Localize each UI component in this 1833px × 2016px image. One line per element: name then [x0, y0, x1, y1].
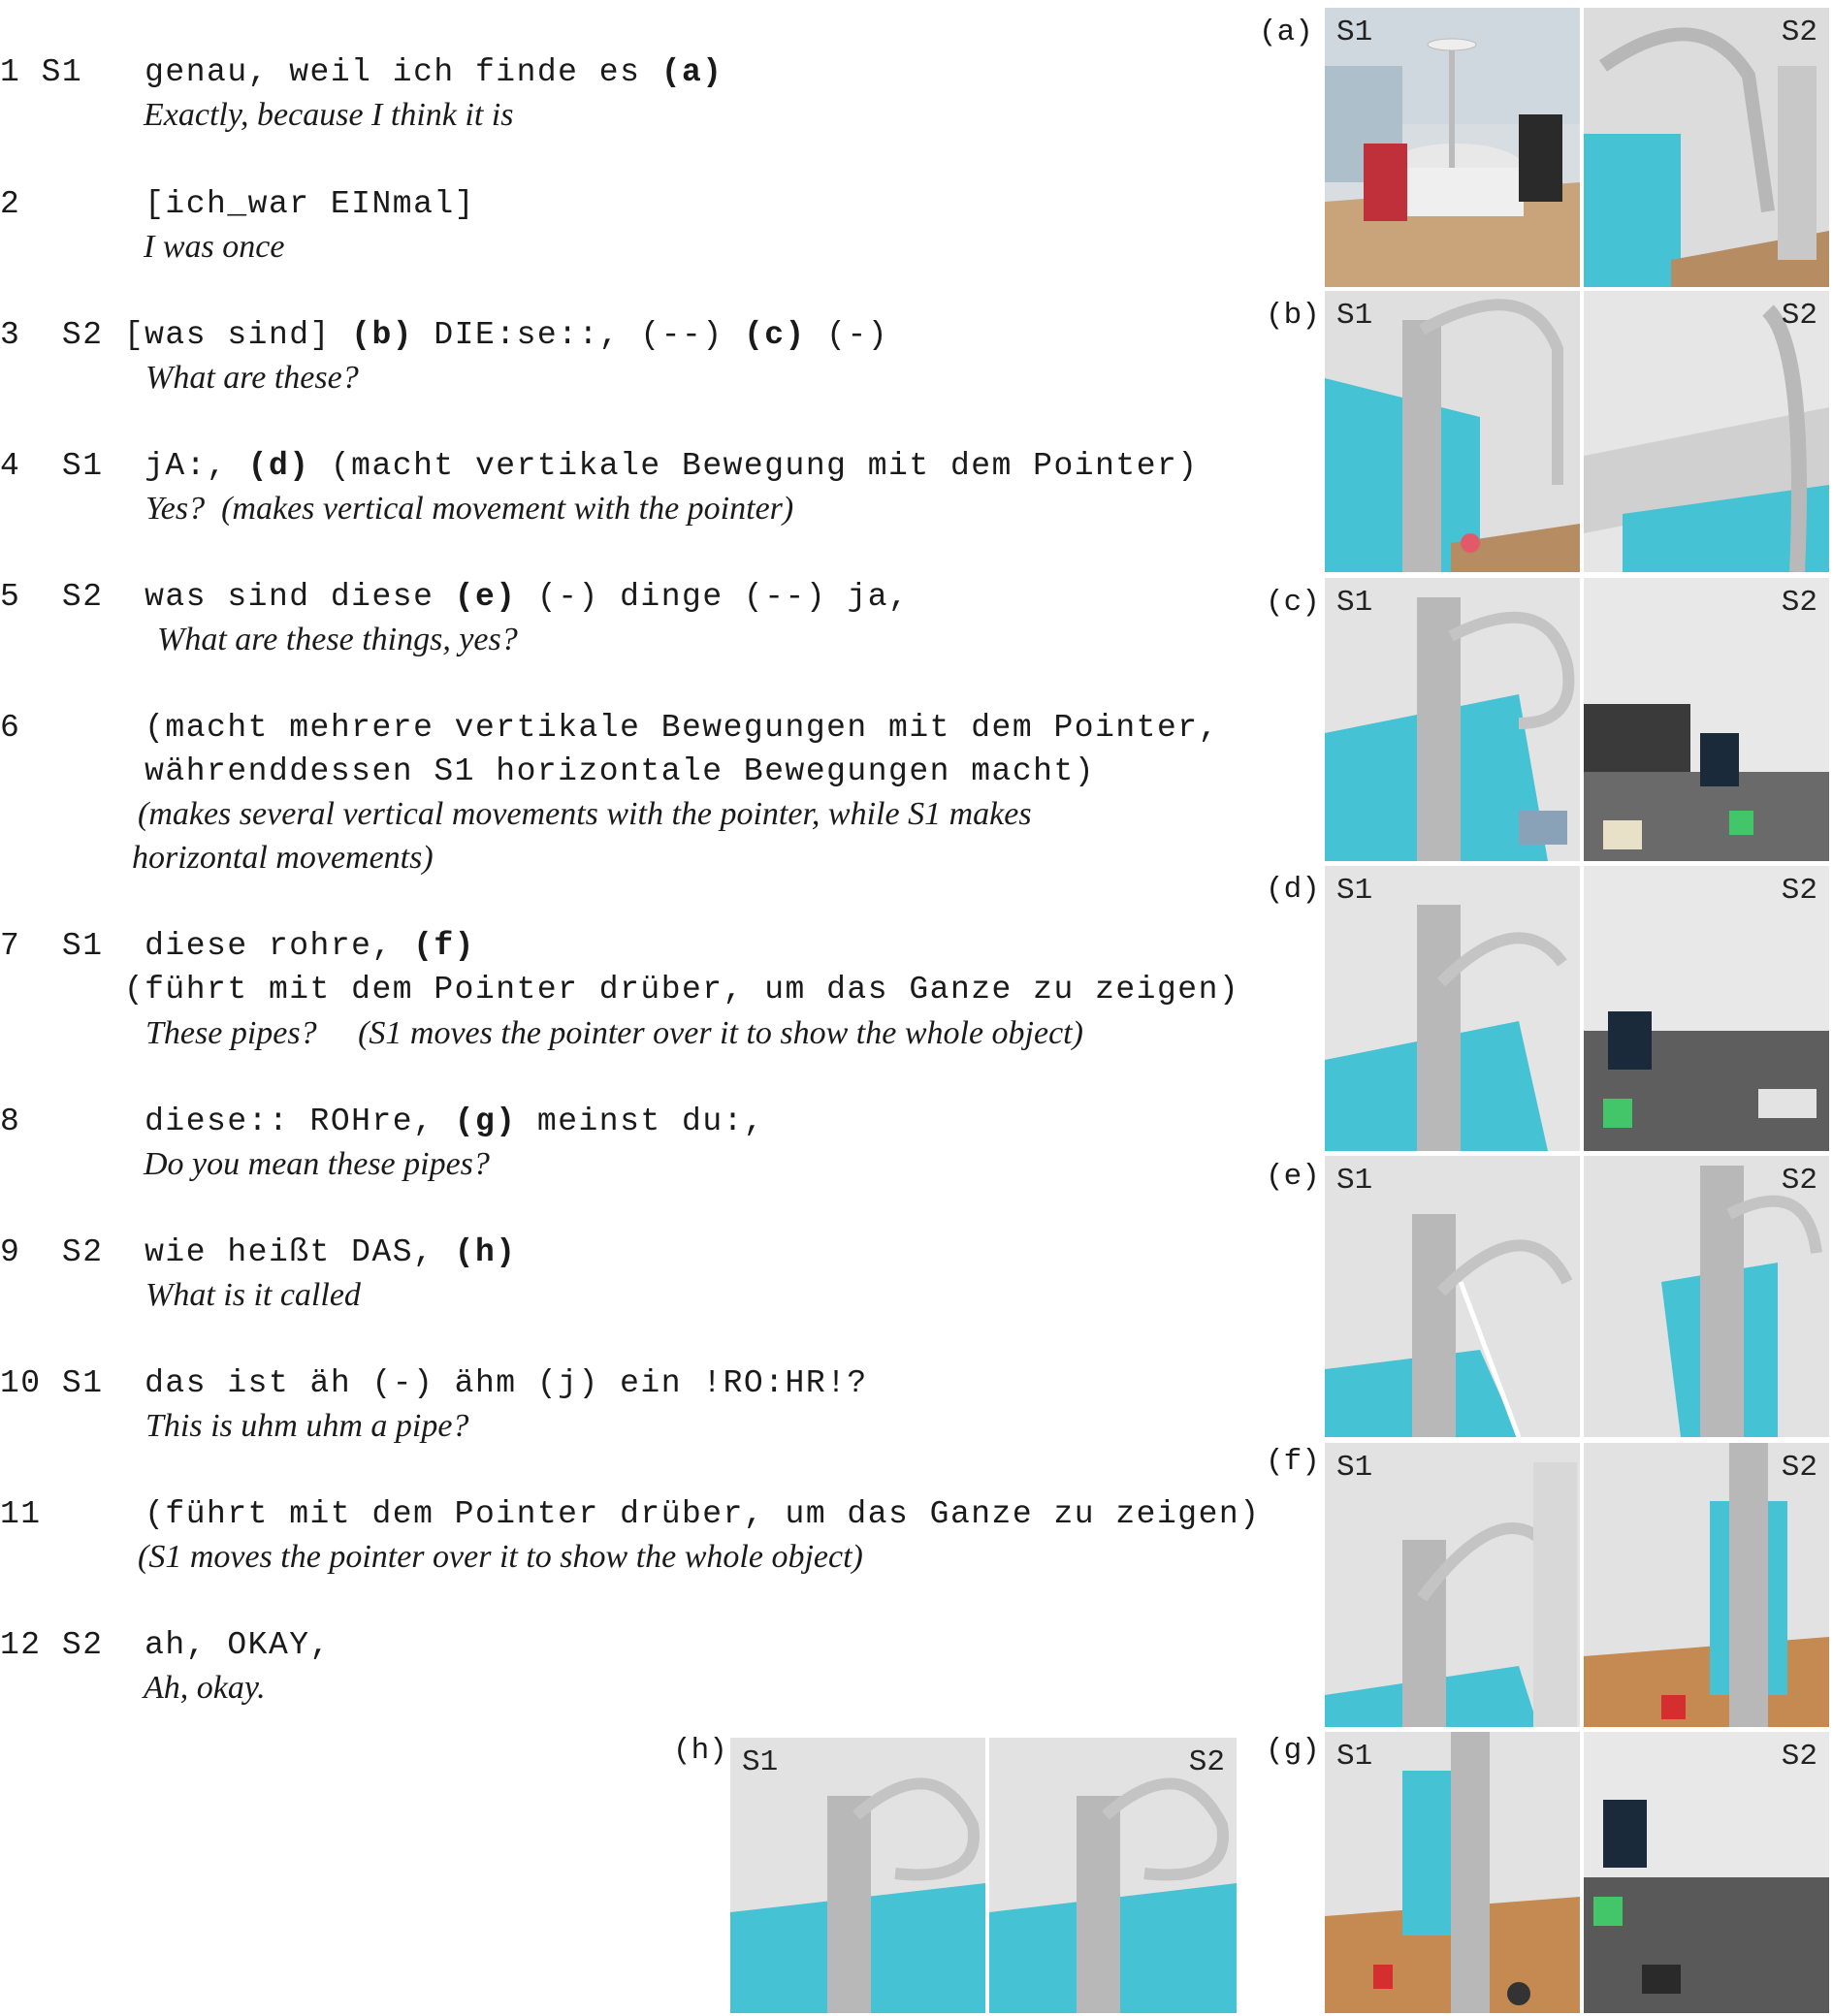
panel-g-s1-view [1325, 1732, 1580, 2013]
line-2-english: I was once [144, 229, 285, 265]
line-2-german: 2 [ich_war EINmal] [0, 186, 475, 222]
line-1-english: Exactly, because I think it is [144, 97, 514, 133]
line-9-german: 9 S2 wie heißt DAS, (h) [0, 1234, 517, 1270]
panel-c-s1-view [1325, 578, 1580, 861]
panel-a-s1-view [1325, 8, 1580, 287]
panel-a-s2-view [1584, 8, 1829, 287]
panel-g-s1-label: S1 [1336, 1740, 1373, 1774]
line-9-english: What is it called [145, 1277, 361, 1313]
line-5-english: What are these things, yes? [157, 622, 518, 657]
line-3-english: What are these? [145, 360, 359, 396]
panel-d-s2-label: S2 [1781, 874, 1817, 908]
panel-c-s2-view [1584, 578, 1829, 861]
line-11-german: 11 (führt mit dem Pointer drüber, um das Ganze zu zeigen) [0, 1496, 1261, 1532]
line-6-german-b: währenddessen S1 horizontale Bewegungen macht) [0, 753, 1096, 789]
panel-b-s2-label: S2 [1781, 299, 1817, 333]
panel-f-label: (f) [1266, 1445, 1320, 1479]
panel-e-s1-view [1325, 1156, 1580, 1437]
panel-b-s1-label: S1 [1336, 299, 1373, 333]
panel-c-s2-label: S2 [1781, 586, 1817, 620]
line-12-german: 12 S2 ah, OKAY, [0, 1627, 331, 1663]
panel-e-s2-view [1584, 1156, 1829, 1437]
line-3-german: 3 S2 [was sind] (b) DIE:se::, (--) (c) (-) [0, 317, 889, 353]
panel-c-s1-label: S1 [1336, 586, 1373, 620]
line-7-german-b: (führt mit dem Pointer drüber, um das Ganze zu zeigen) [0, 972, 1240, 1008]
line-8-german: 8 diese:: ROHre, (g) meinst du:, [0, 1104, 765, 1139]
line-1-german: 1 S1 genau, weil ich finde es (a) [0, 54, 724, 90]
line-6-english-b: horizontal movements) [132, 840, 434, 876]
line-6-german-a: 6 (macht mehrere vertikale Bewegungen mit dem Pointer, [0, 710, 1219, 746]
line-11-english: (S1 moves the pointer over it to show the whole object) [138, 1539, 863, 1575]
line-8-english: Do you mean these pipes? [144, 1146, 490, 1182]
line-7-english: These pipes? (S1 moves the pointer over it to show the whole object) [145, 1015, 1083, 1051]
line-12-english: Ah, okay. [144, 1670, 266, 1706]
panel-g-s2-view [1584, 1732, 1829, 2013]
panel-f-s1-label: S1 [1336, 1451, 1373, 1485]
line-4-english: Yes? (makes vertical movement with the pointer) [145, 491, 794, 527]
line-10-german: 10 S1 das ist äh (-) ähm (j) ein !RO:HR!? [0, 1365, 868, 1401]
panel-f-s2-view [1584, 1443, 1829, 1727]
panel-d-s1-view [1325, 866, 1580, 1151]
panel-b-label: (b) [1266, 299, 1320, 333]
panel-d-label: (d) [1266, 873, 1320, 907]
panel-h-s2-view [989, 1738, 1237, 2013]
panel-e-s1-label: S1 [1336, 1164, 1373, 1198]
panel-a-label: (a) [1259, 16, 1313, 49]
panel-c-label: (c) [1266, 586, 1320, 620]
panel-h-label: (h) [673, 1734, 727, 1768]
panel-h-s1-view [730, 1738, 985, 2013]
line-6-english-a: (makes several vertical movements with the pointer, while S1 makes [138, 796, 1032, 832]
panel-f-s2-label: S2 [1781, 1451, 1817, 1485]
line-4-german: 4 S1 jA:, (d) (macht vertikale Bewegung mit dem Pointer) [0, 448, 1199, 484]
panel-d-s2-view [1584, 866, 1829, 1151]
panel-a-s1-label: S1 [1336, 16, 1373, 49]
panel-g-s2-label: S2 [1781, 1740, 1817, 1774]
panel-e-label: (e) [1266, 1160, 1320, 1194]
panel-f-s1-view [1325, 1443, 1580, 1727]
line-7-german: 7 S1 diese rohre, (f) [0, 928, 475, 964]
panel-h-s1-label: S1 [742, 1745, 779, 1779]
panel-g-label: (g) [1266, 1734, 1320, 1768]
panel-d-s1-label: S1 [1336, 874, 1373, 908]
panel-h-s2-label: S2 [1188, 1745, 1225, 1779]
line-10-english: This is uhm uhm a pipe? [145, 1408, 469, 1444]
line-5-german: 5 S2 was sind diese (e) (-) dinge (--) ja, [0, 579, 910, 615]
panel-b-s2-view [1584, 291, 1829, 572]
panel-e-s2-label: S2 [1781, 1164, 1817, 1198]
panel-b-s1-view [1325, 291, 1580, 572]
panel-a-s2-label: S2 [1781, 16, 1817, 49]
